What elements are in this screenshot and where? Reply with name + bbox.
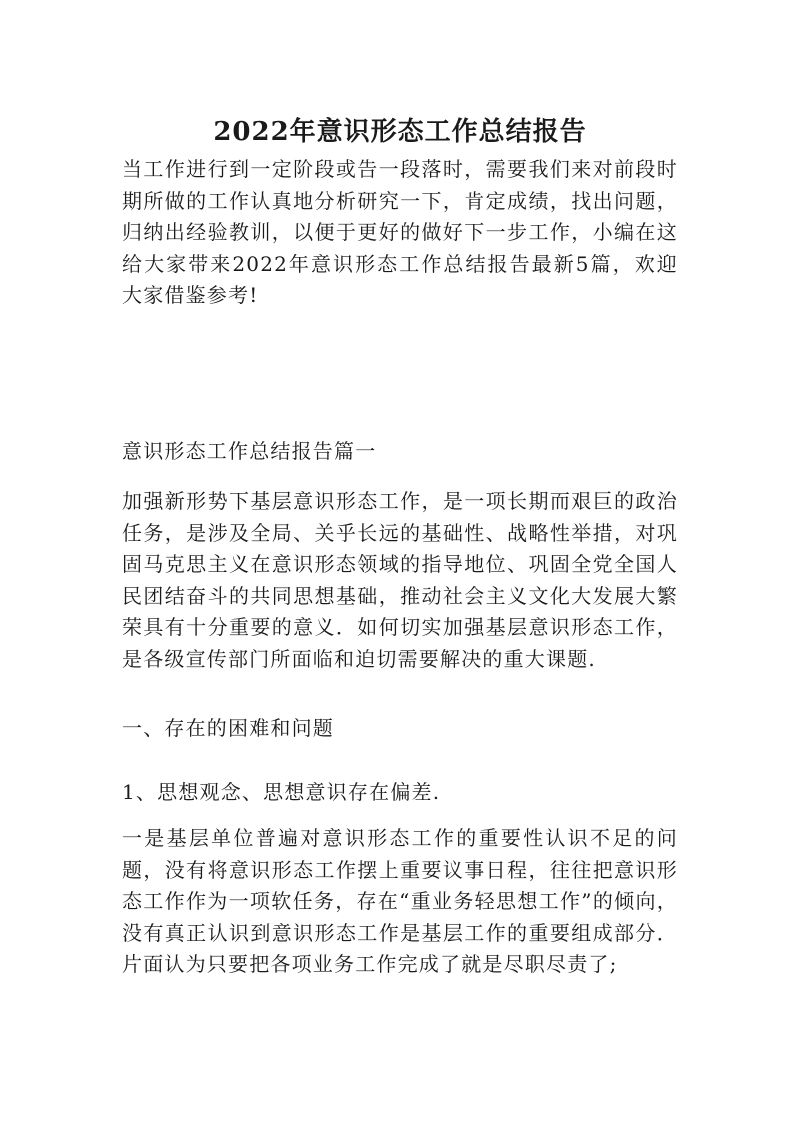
body-paragraph-1: 加强新形势下基层意识形态工作，是一项长期而艰巨的政治任务，是涉及全局、关乎长远的基础性、战略性举措，对巩固马克思主义在意识形态领域的指导地位、巩固全党全国人民团结奋斗的共同思想基础，推动社会主义文化大发展大繁荣具有十分重要的意义．如何切实加强基层意识形态工作，是各级宣传部门所面临和迫切需要解决的重大课题. [122,489,678,671]
outline-heading-1: 一、存在的困难和问题 [122,716,334,740]
document-title: 2022年意识形态工作总结报告 [213,117,587,147]
outline-heading-2: 1、思想观念、思想意识存在偏差. [122,780,441,804]
intro-paragraph: 当工作进行到一定阶段或告一段落时，需要我们来对前段时期所做的工作认真地分析研究一下，肯定成绩，找出问题，归纳出经验教训，以便于更好的做好下一步工作，小编在这给大家带来2022年意识形态工作总结报告最新5篇，欢迎大家借鉴参考! [122,157,678,307]
body-paragraph-2: 一是基层单位普遍对意识形态工作的重要性认识不足的问题，没有将意识形态工作摆上重要议事日程，往往把意识形态工作作为一项软任务，存在“重业务轻思想工作”的倾向，没有真正认识到意识形态工作是基层工作的重要组成部分．片面认为只要把各项业务工作完成了就是尽职尽责了; [122,826,678,976]
section-heading: 意识形态工作总结报告篇一 [122,439,377,463]
